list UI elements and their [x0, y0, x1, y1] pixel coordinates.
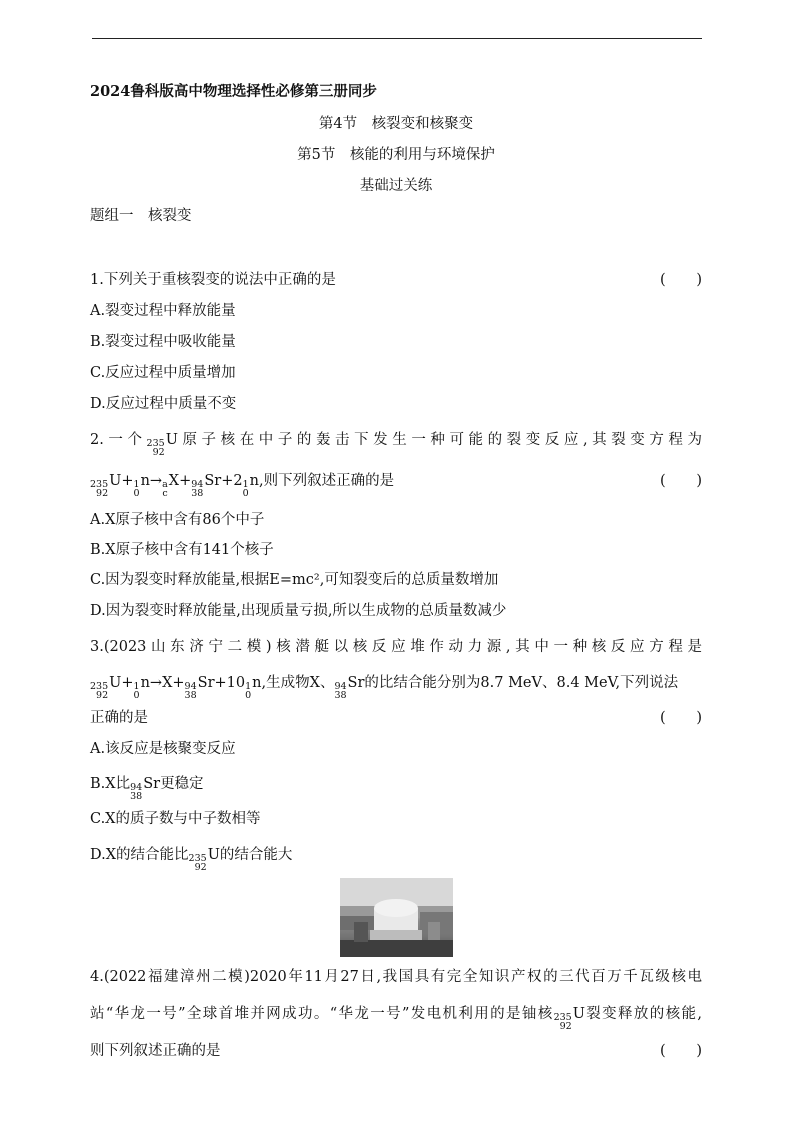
level-title: 基础过关练: [359, 178, 433, 194]
q2-option-d: D.因为裂变时释放能量,出现质量亏损,所以生成物的总质量数减少: [90, 603, 507, 619]
q1-option-c: C.反应过程中质量增加: [90, 365, 236, 381]
q3-option-b: B.X比 94 38 Sr更稳定: [90, 776, 204, 802]
q3-option-d: D.X的结合能比 235 92 U的结合能大: [90, 847, 293, 873]
q1-option-b: B.裂变过程中吸收能量: [90, 334, 236, 350]
q2-option-c: C.因为裂变时释放能量,根据E=mc²,可知裂变后的总质量数增加: [90, 572, 499, 588]
q2-stem-line1: 2.一个 235 92 U原子核在中子的轰击下发生一种可能的裂变反应,其裂变方程为: [90, 432, 702, 458]
q4-stem-line2: 站“华龙一号”全球首堆并网成功。“华龙一号”发电机利用的是铀核 235 92 U裂变释放的核能,: [90, 1006, 702, 1032]
q4-answer-paren: ( ): [660, 1043, 702, 1059]
q2-answer-paren: ( ): [660, 473, 702, 489]
section-4-title: 第4节 核裂变和核聚变: [318, 116, 474, 132]
q2-equation-line: 235 92 U+ 1 0 n→ a c X+ 94 38 Sr+2 1 0 n,则下列叙述正确的是 ( ): [90, 473, 702, 499]
nuclear-power-plant-photo: [340, 878, 453, 957]
q3-stem-line3: 正确的是 ( ): [90, 710, 702, 726]
q3-option-c: C.X的质子数与中子数相等: [90, 811, 261, 827]
header-rule: [92, 38, 702, 39]
section-5-title: 第5节 核能的利用与环境保护: [297, 147, 495, 163]
q1-option-d: D.反应过程中质量不变: [90, 396, 237, 412]
nuclear-plant-photo-icon: [340, 878, 453, 957]
q3-equation-line: 235 92 U+ 1 0 n→X+ 94 38 Sr+10 1 0 n,生成物X、 94 38 Sr的比结合能分别为8.7 MeV、8.4 MeV,下列说法: [90, 675, 679, 701]
q1-stem: 1.下列关于重核裂变的说法中正确的是 ( ): [90, 272, 702, 288]
q4-stem-line3: 则下列叙述正确的是 ( ): [90, 1043, 702, 1059]
q2-option-a: A.X原子核中含有86个中子: [90, 512, 265, 528]
q4-stem-line1: 4.(2022福建漳州二模)2020年11月27日,我国具有完全知识产权的三代百万千瓦级核电: [90, 969, 702, 985]
group-title: 题组一 核裂变: [90, 208, 192, 224]
q3-answer-paren: ( ): [660, 710, 702, 726]
q3-option-a: A.该反应是核聚变反应: [90, 741, 236, 757]
q3-stem-line1: 3.(2023山东济宁二模)核潜艇以核反应堆作动力源,其中一种核反应方程是: [90, 639, 702, 655]
doc-title: 2024鲁科版高中物理选择性必修第三册同步: [90, 83, 377, 100]
q2-option-b: B.X原子核中含有141个核子: [90, 542, 274, 558]
q1-answer-paren: ( ): [660, 272, 702, 288]
q1-option-a: A.裂变过程中释放能量: [90, 303, 236, 319]
u235-scripts: 235 92: [146, 438, 165, 458]
